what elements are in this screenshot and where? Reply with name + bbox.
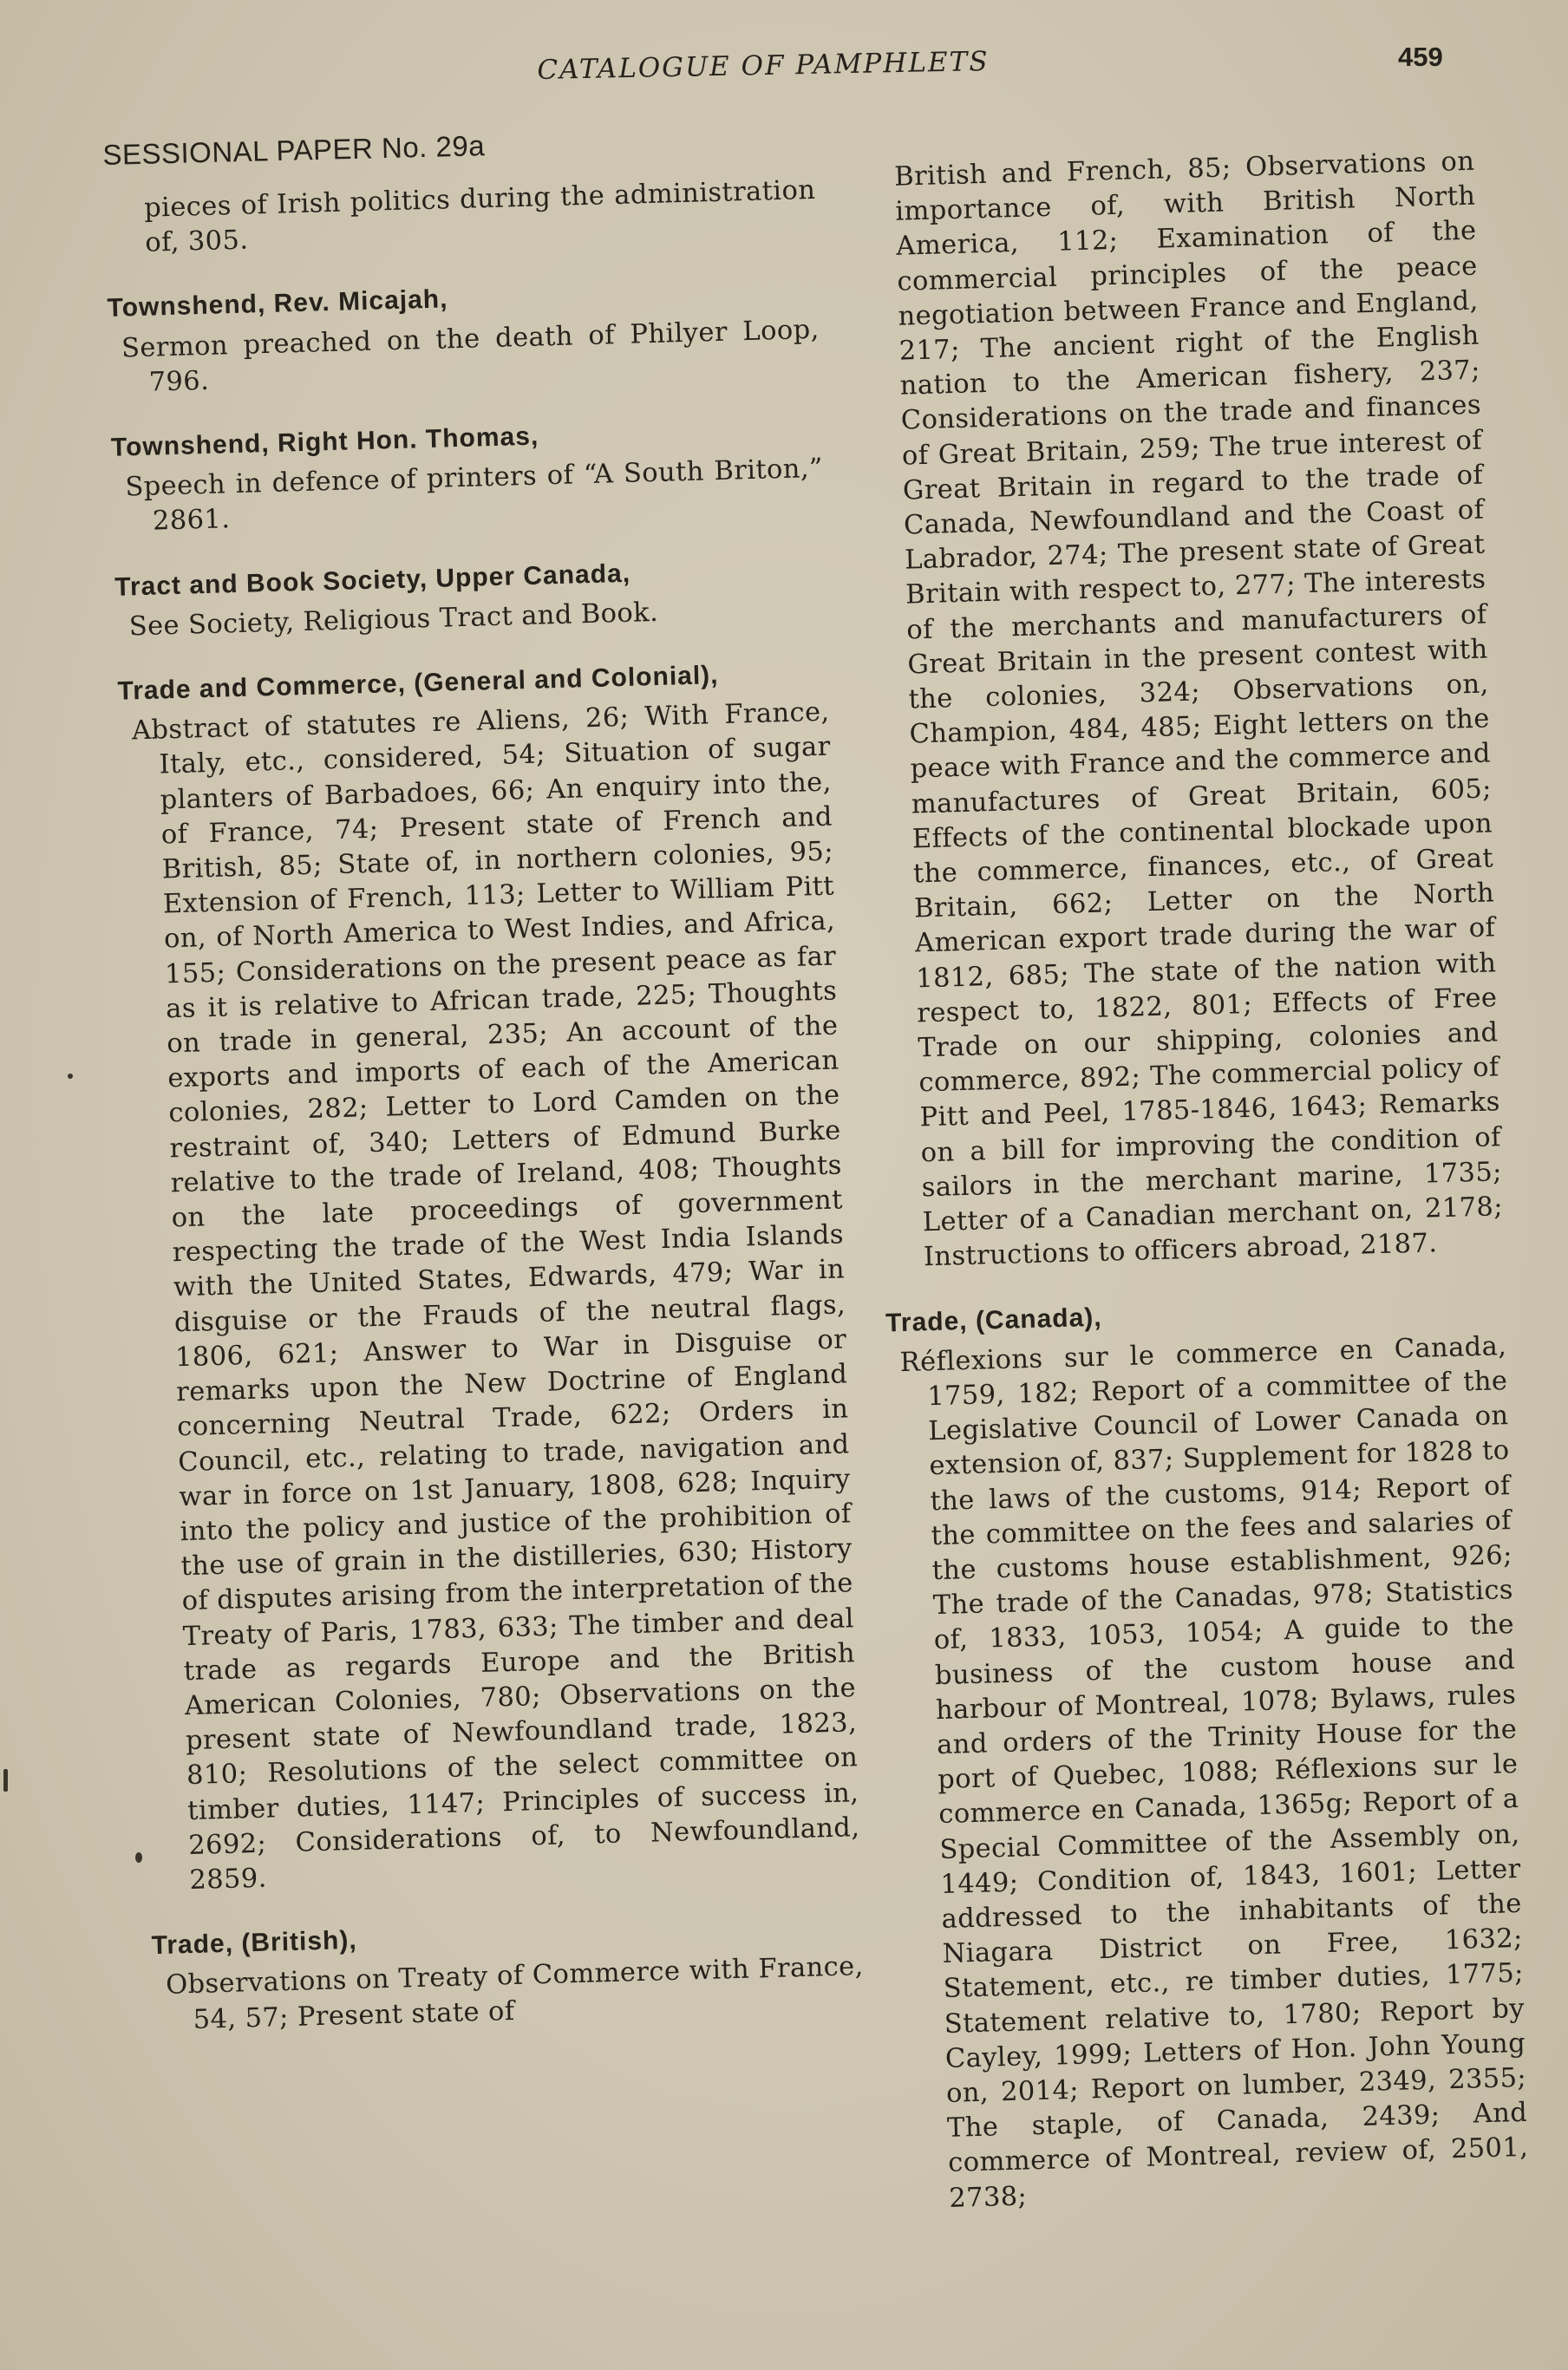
ink-speck [3,1769,8,1792]
entry-heading: Trade, (Canada), [885,1303,1103,1338]
left-column [104,173,866,2066]
entry-heading: Tract and Book Society, Upper Canada, [114,558,631,602]
index-entry [117,656,861,1900]
index-entry [107,272,820,402]
left-continuation-text: pieces of Irish politics during the administration of, 305. [143,174,816,258]
index-entry [110,412,824,541]
running-title: CATALOGUE OF PAMPHLETS [537,46,990,86]
entry-body: Observations on Treaty of Commerce with France, 54, 57; Present state of [165,1951,865,2035]
entry-heading: Trade and Commerce, (General and Colonial), [117,661,719,706]
index-entry [114,551,827,645]
page-number: 459 [1398,42,1443,72]
ink-speck [135,1852,142,1863]
entry-body: Speech in defence of printers of “A South Briton,” 2861. [124,453,824,538]
index-entry [151,1910,865,2039]
entry-heading: Trade, (British), [151,1925,358,1961]
sessional-paper-label: SESSIONAL PAPER No. 29a [102,129,486,171]
index-entry [885,1289,1530,2217]
ink-speck [68,1074,73,1079]
entry-body: Réflexions sur le commerce en Canada, 1759, 182; Report of a committee of the Legislative Council of Lower Canada on extension of, 837; Supplement for 1828 to the laws of the customs, 914; Report of the committee on the fees and salaries of the customs house establishment, 926; The trade of the Canadas, 978; Statistics of, 1833, 1053, 1054; A guide to the business of the custom house and harbour of Montreal, 1078; Bylaws, rules and orders of the Trinity House for the port of Quebec, 1088; Réflexions sur le commerce en Canada, 1365g; Report of a Special Committee of the Assembly on, 1449; Condition of, 1843, 1601; Letter addressed to the inhabitants of the Niagara District on Free, 1632; Statement, etc., re timber duties, 1775; Statement relative to, 1780; Report by Cayley, 1999; Letters of Hon. John Young on, 2014; Report on lumber, 2349, 2355; The staple, of Canada, 2439; And commerce of Montreal, review of, 2501, 2738; [899,1330,1529,2214]
entry-heading: Townshend, Rev. Micajah, [107,284,448,323]
right-continuation-text: British and French, 85; Observations on importance of, with British North America, 112; Examination of the commercial principles of the peace negotiation between France and England, 217; The ancient right of the English nation to the American fishery, 237; Considerations on the trade and finances of Great Britain, 259; The true interest of Great Britain in regard to the trade of Canada, Newfoundland and the Coast of Labrador, 274; The present state of Great Britain with respect to, 277; The interests of the merchants and manufacturers of Great Britain in the present contest with the colonies, 324; Observations on, Champion, 484, 485; Eight letters on the peace with France and the commerce and manufactures of Great Britain, 605; Effects of the continental blockade upon the commerce, finances, etc., of Great Britain, 662; Letter on the North American export trade during the war of 1812, 685; The state of the nation with respect to, 1822, 801; Effects of Free Trade on our shipping, colonies and commerce, 892; The commercial policy of Pitt and Peel, 1785-1846, 1643; Remarks on a bill for improving the condition of sailors in the merchant marine, 1735; Letter of a Canadian merchant on, 2178; Instructions to officers abroad, 2187. [893,146,1504,1273]
entry-body: See Society, Religious Tract and Book. [128,597,659,643]
right-column [854,145,1531,2244]
entry-body: Abstract of statutes re Aliens, 26; With France, Italy, etc., considered, 54; Situation of sugar planters of Barbadoes, 66; An enquiry into the, of France, 74; Present state of French and British, 85; State of, in northern colonies, 95; Extension of French, 113; Letter to William Pitt on, of North America to West Indies, and Africa, 155; Considerations on the present peace as far as it is relative to African trade, 225; Thoughts on trade in general, 235; An account of the exports and imports of each of the American colonies, 282; Letter to Lord Camden on the restraint of, 340; Letters of Edmund Burke relative to the trade of Ireland, 408; Thoughts on the late proceedings of government respecting the trade of the West India Islands with the United States, Edwards, 479; War in disguise or the Frauds of the neutral flags, 1806, 621; Answer to War in Disguise or remarks upon the New Doctrine of England concerning Neutral Trade, 622; Orders in Council, etc., relating to trade, navigation and war in force on 1st January, 1808, 628; Inquiry into the policy and justice of the prohibition of the use of grain in the distilleries, 630; History of disputes arising from the interpretation of the Treaty of Paris, 1783, 633; The timber and deal trade as regards Europe and the British American Colonies, 780; Observations on the present state of Newfoundland trade, 1823, 810; Resolutions of the select committee on timber duties, 1147; Principles of success in, 2692; Considerations of, to Newfoundland, 2859. [131,696,860,1896]
entry-body: Sermon preached on the death of Philyer Loop, 796. [121,314,820,398]
entry-heading: Townshend, Right Hon. Thomas, [110,421,539,462]
